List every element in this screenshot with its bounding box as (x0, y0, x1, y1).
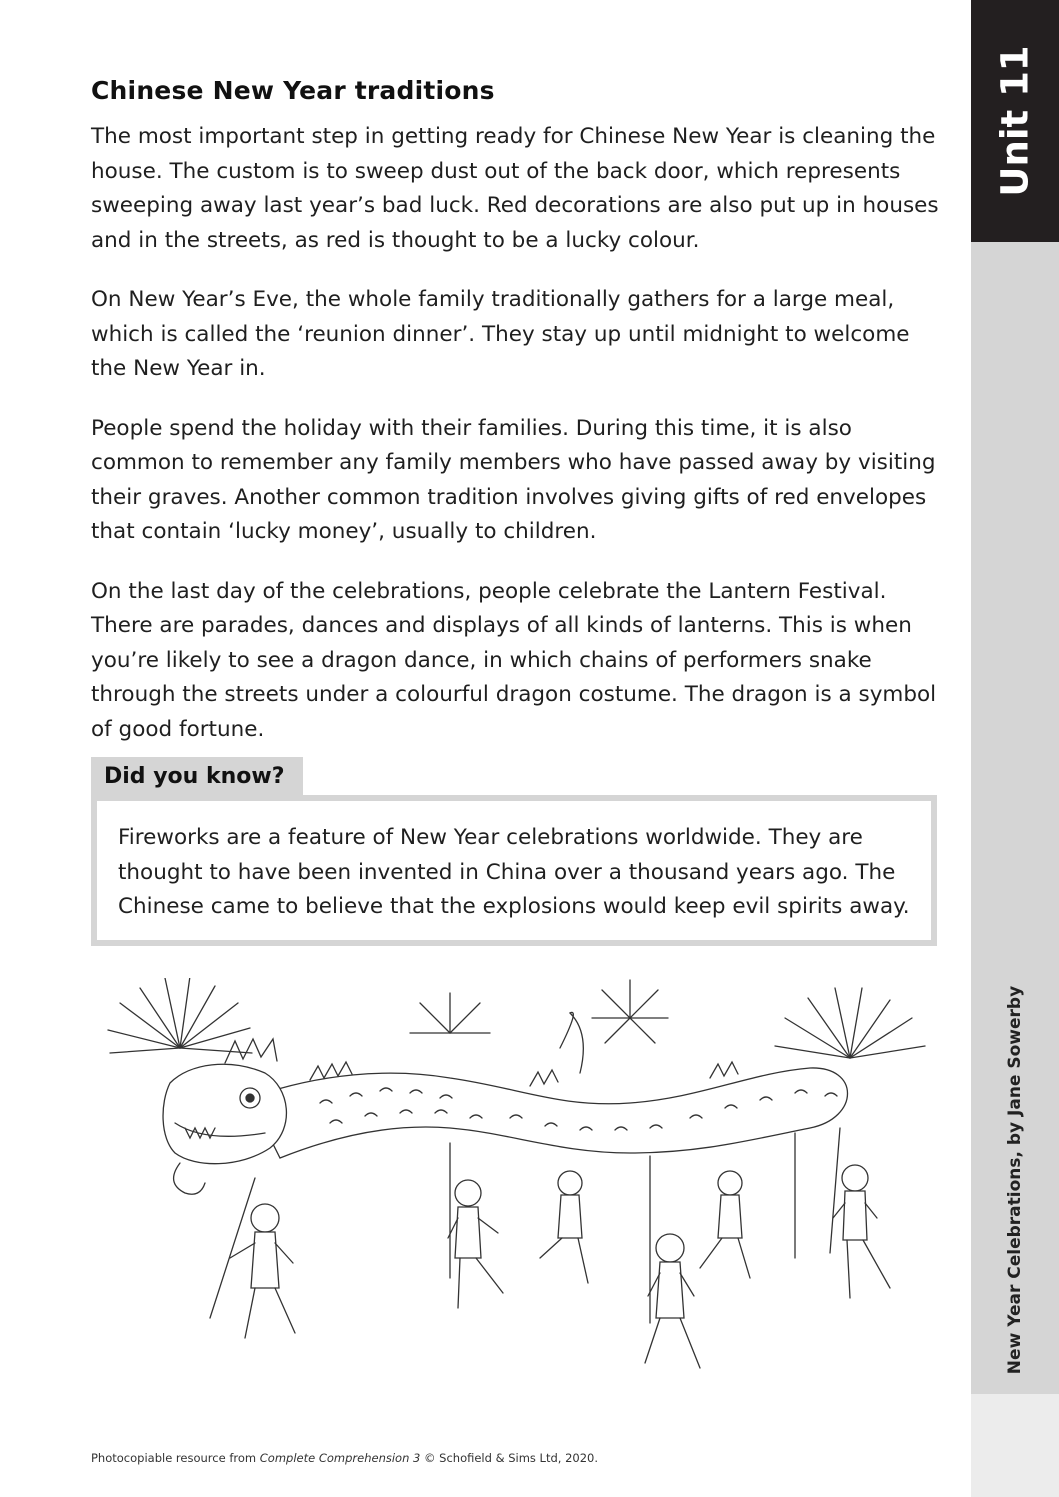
article-body (91, 120, 951, 772)
performer (448, 1180, 503, 1308)
did-you-know-title: Did you know? (104, 764, 285, 789)
side-strip (971, 242, 1059, 1394)
firework-left (108, 978, 252, 1053)
paragraph-family: People spend the holiday with their families. During this time, it is also common to remember any family members who have passed away by visiting their graves. Another common tradition involves giving gifts of red envelopes that contain ‘lucky money’, usually to children. (91, 415, 936, 544)
did-you-know-tab (91, 757, 303, 800)
firework-center-right (592, 980, 668, 1043)
paragraph-lantern-festival: On the last day of the celebrations, people celebrate the Lantern Festival. There are parades, dances and displays of all kinds of lanterns. This is when you’re likely to see a dragon dance, in which chains of performers snake through the streets under a colourful dragon costume. The dragon is a symbol of good fortune. (91, 578, 937, 742)
unit-tab (971, 0, 1059, 242)
footer-book-title: Complete Comprehension 3 (259, 1451, 421, 1465)
paragraph-cleaning: The most important step in getting ready for Chinese New Year is cleaning the house. The custom is to sweep dust out of the back door, which represents sweeping away last year’s bad luck. Red decorations are also put up in houses and in the streets, as red is thought to be a lucky colour. (91, 124, 939, 253)
dragon-poles (210, 1128, 840, 1323)
side-strip-bottom (971, 1394, 1059, 1497)
performer (700, 1171, 750, 1278)
footer-credit (91, 1451, 598, 1465)
dragon-body (250, 1068, 848, 1158)
performer (833, 1165, 890, 1298)
footer-suffix: © Schofield & Sims Ltd, 2020. (420, 1451, 598, 1465)
did-you-know-text: Fireworks are a feature of New Year celebrations worldwide. They are thought to have been invented in China over a thousand years ago. The Chinese came to believe that the explosions would keep evil spirits away. (118, 825, 910, 919)
firework-right (775, 988, 925, 1058)
unit-label: Unit 11 (993, 45, 1037, 197)
paragraph-reunion-dinner: On New Year’s Eve, the whole family traditionally gathers for a large meal, which is called the ‘reunion dinner’. They stay up until midnight to welcome the New Year in. (91, 287, 910, 381)
performer (645, 1234, 700, 1368)
did-you-know-box (91, 795, 937, 946)
performer (540, 1171, 588, 1283)
dragon-dance-illustration (90, 978, 950, 1408)
side-title: New Year Celebrations, by Jane Sowerby (1005, 985, 1025, 1375)
dragon-head (163, 1039, 286, 1194)
footer-prefix: Photocopiable resource from (91, 1451, 260, 1465)
firework-center (410, 993, 490, 1033)
page-title: Chinese New Year traditions (91, 76, 495, 105)
